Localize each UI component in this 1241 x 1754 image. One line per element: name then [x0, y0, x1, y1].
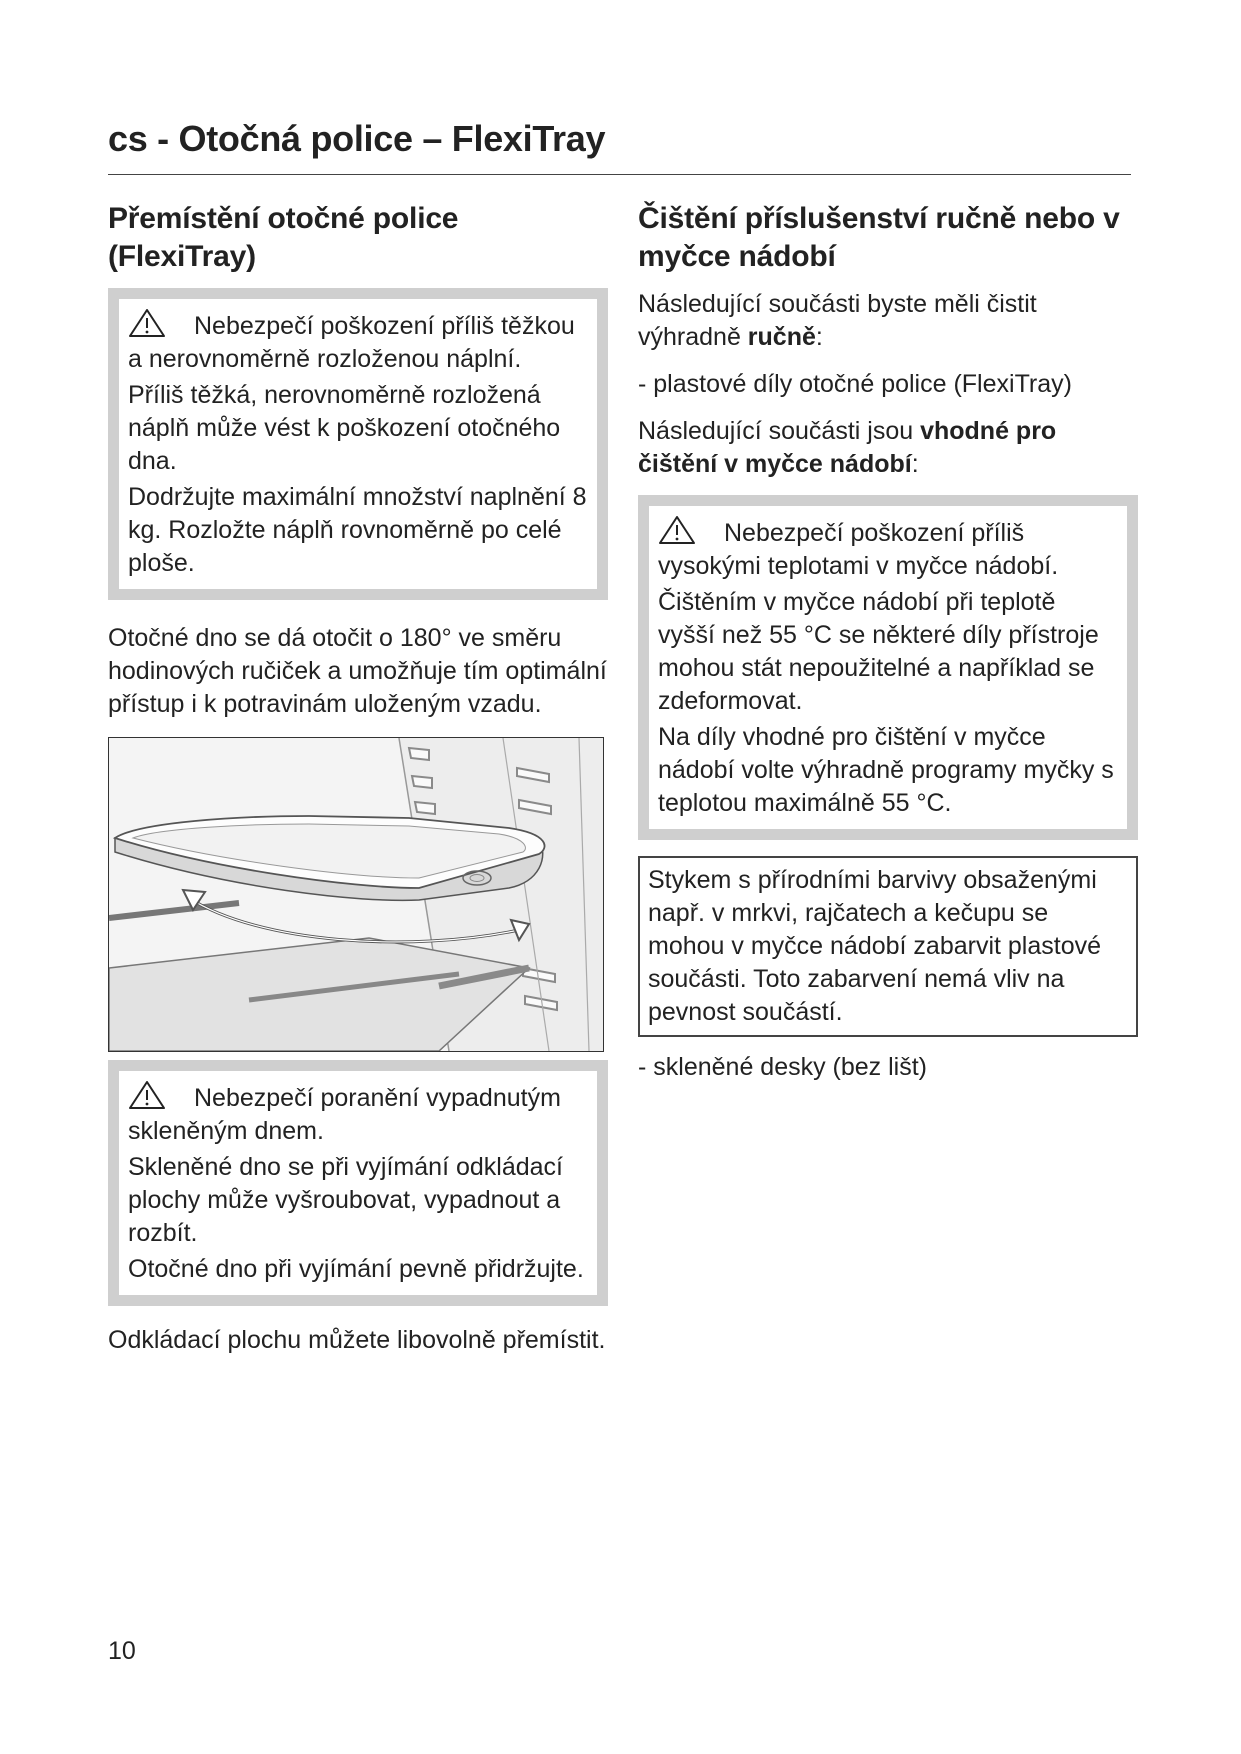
text-bold: vhodné pro čištění v myčce nádobí — [638, 417, 1057, 478]
warning-text: Na díly vhodné pro čištění v myčce nádobí volte výhradně programy myčky s teplotou maximálně 55 °C. — [658, 723, 1114, 817]
note-box-discoloration — [638, 856, 1138, 1037]
warning-triangle-icon — [658, 515, 696, 545]
warning-box-temperature — [638, 495, 1138, 840]
list-item-plastic-parts: - plastové díly otočné police (FlexiTray) — [638, 370, 1072, 398]
warning-box-overload — [108, 288, 608, 600]
list-item-glass-plates: - skleněné desky (bez lišt) — [638, 1053, 928, 1081]
flexitray-drawing — [109, 738, 603, 1051]
left-column — [108, 200, 608, 1371]
text-fragment: : — [815, 323, 823, 351]
paragraph-rotation: Otočné dno se dá otočit o 180° ve směru hodinových ručiček a umožňuje tím optimální přístup i k potravinám uloženým vzadu. — [108, 624, 607, 718]
warning-title-text: Nebezpečí poranění vypadnutým skleněným dnem. — [128, 1084, 561, 1145]
right-column — [638, 200, 1138, 1098]
warning-text: Dodržujte maximální množství naplnění 8 kg. Rozložte náplň rovnoměrně po celé ploše. — [128, 483, 587, 577]
warning-text: Příliš těžká, nerovnoměrně rozložená náplň může vést k poškození otočného dna. — [128, 381, 561, 475]
warning-text: Skleněné dno se při vyjímání odkládací plochy může vyšroubovat, vypadnout a rozbít. — [128, 1153, 563, 1247]
warning-title — [128, 308, 588, 376]
page-title: cs - Otočná police – FlexiTray — [108, 118, 1131, 175]
section-heading-cleaning: Čištění příslušenství ručně nebo v myčce nádobí — [638, 202, 1120, 273]
warning-triangle-icon — [128, 1080, 166, 1110]
page-number: 10 — [108, 1637, 136, 1665]
warning-box-glass — [108, 1060, 608, 1306]
paragraph-move-shelf: Odkládací plochu můžete libovolně přemístit. — [108, 1326, 606, 1354]
warning-text: Otočné dno při vyjímání pevně přidržujte. — [128, 1255, 584, 1283]
paragraph-dishwasher — [638, 415, 1138, 481]
flexitray-illustration — [108, 737, 604, 1052]
text-fragment: : — [911, 450, 919, 478]
warning-title-text: Nebezpečí poškození příliš těžkou a nerovnoměrně rozloženou náplní. — [128, 312, 575, 373]
warning-title — [128, 1080, 588, 1148]
warning-title — [658, 515, 1118, 583]
text-fragment: Následující součásti jsou — [638, 417, 921, 445]
warning-triangle-icon — [128, 308, 166, 338]
warning-title-text: Nebezpečí poškození příliš vysokými teplotami v myčce nádobí. — [658, 519, 1059, 580]
warning-text: Čištěním v myčce nádobí při teplotě vyšší než 55 °C se některé díly přístroje mohou stát nepoužitelné a například se zdeformovat. — [658, 588, 1099, 715]
paragraph-hand-wash — [638, 288, 1138, 354]
text-bold: ručně — [747, 323, 816, 351]
text-fragment: Následující součásti byste měli čistit výhradně — [638, 290, 1037, 351]
note-text: Stykem s přírodními barvivy obsaženými např. v mrkvi, rajčatech a kečupu se mohou v myčce nádobí zabarvit plastové součásti. Toto zabarvení nemá vliv na pevnost součástí. — [648, 866, 1102, 1026]
section-heading-flexitray: Přemístění otočné police (FlexiTray) — [108, 202, 459, 273]
